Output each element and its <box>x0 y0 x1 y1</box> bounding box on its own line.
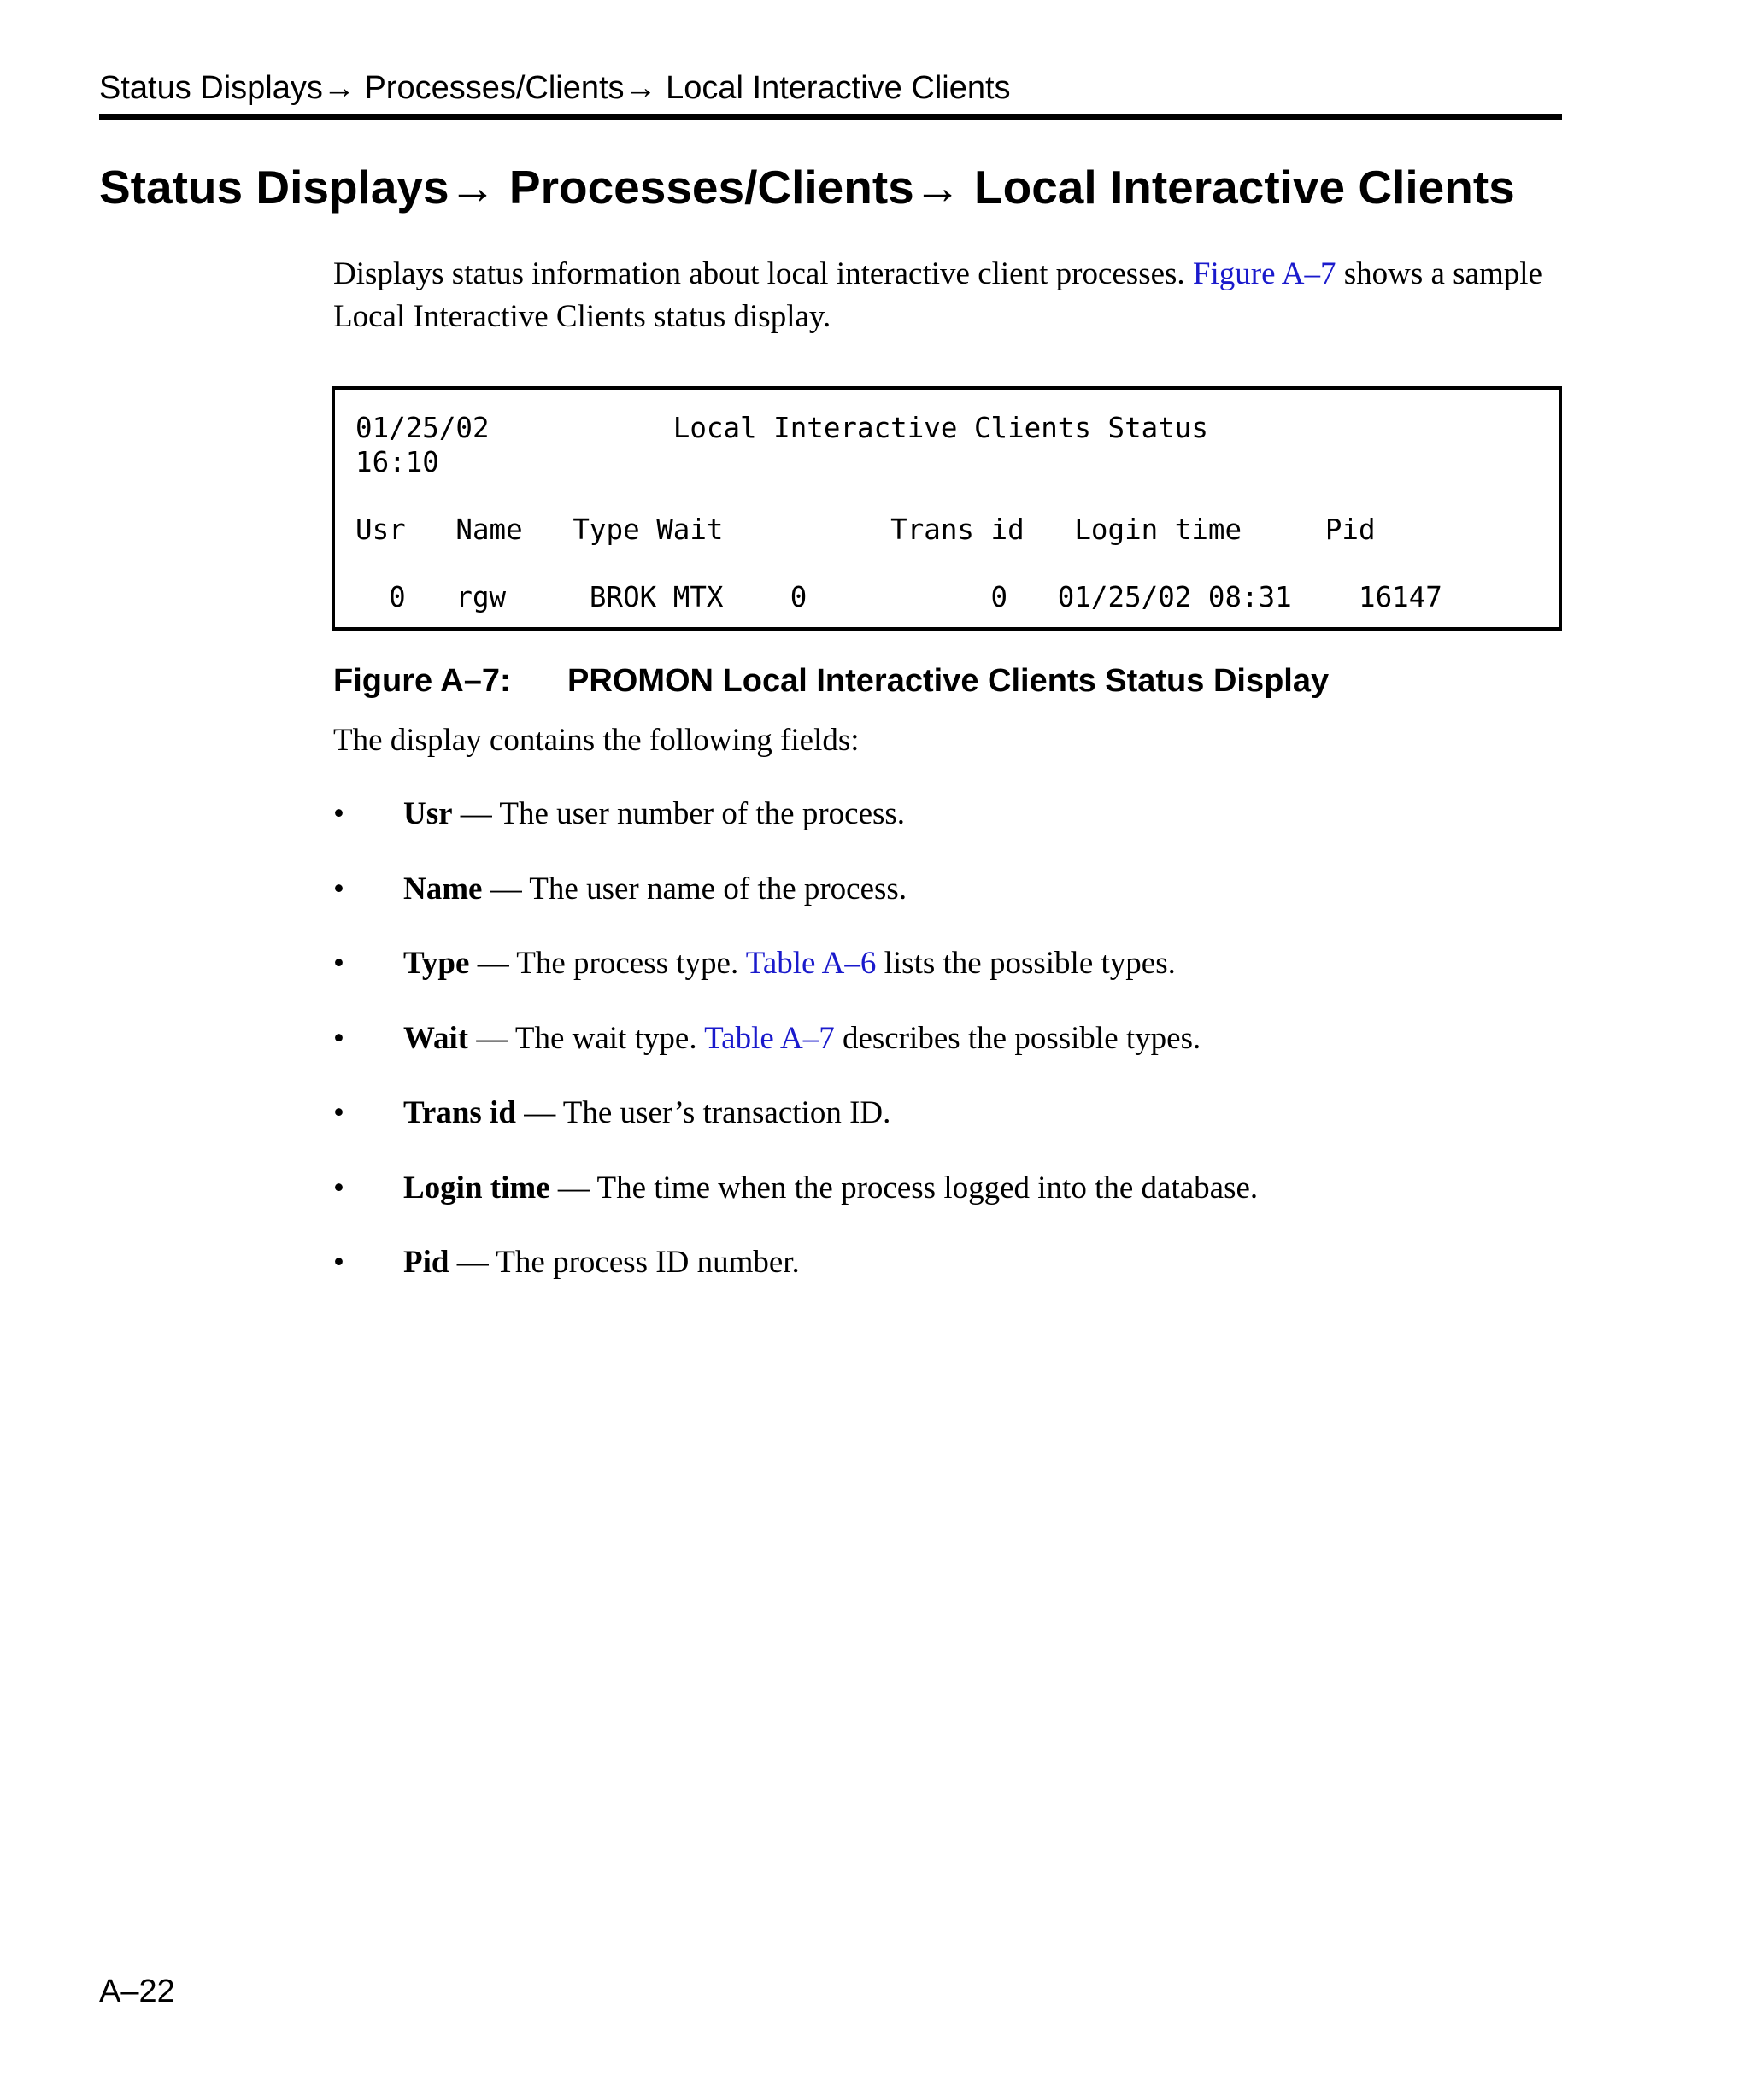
screen-line-time: 16:10 <box>355 445 439 478</box>
screen-line-date-title: 01/25/02 Local Interactive Clients Status <box>355 412 1208 444</box>
field-desc-end: describes the possible types. <box>834 1020 1201 1056</box>
bullet-icon: • <box>333 946 344 981</box>
running-header: Status Displays→ Processes/Clients→ Local Interactive Clients <box>99 67 1562 120</box>
screen-line-headers: Usr Name Type Wait Trans id Login time Pid <box>355 513 1376 546</box>
bullet-icon: • <box>333 1170 344 1205</box>
field-desc: — The time when the process logged into the database. <box>549 1170 1259 1205</box>
figure-label: Figure A–7: <box>333 663 511 699</box>
figure-title: PROMON Local Interactive Clients Status Display <box>567 663 1330 699</box>
figure-a7-link[interactable]: Figure A–7 <box>1192 256 1336 291</box>
status-display <box>355 412 1442 614</box>
table-a6-link[interactable]: Table A–6 <box>745 946 877 981</box>
field-desc: — The process type. <box>469 946 746 981</box>
page-number: A–22 <box>99 1974 175 2009</box>
bullet-icon: • <box>333 871 344 906</box>
bullet-icon: • <box>333 796 344 831</box>
bullet-icon: • <box>333 1245 344 1280</box>
field-term: Pid <box>403 1245 449 1280</box>
bullet-icon: • <box>333 1095 344 1130</box>
intro-text-end: shows a sample Local Interactive Clients status display. <box>333 256 1542 334</box>
field-desc: — The user number of the process. <box>452 796 906 831</box>
field-desc: — The wait type. <box>468 1020 705 1056</box>
fields-lead: The display contains the following fields: <box>333 723 860 758</box>
field-term: Usr <box>403 796 453 831</box>
field-term: Type <box>403 946 470 981</box>
field-desc: — The user name of the process. <box>482 871 907 906</box>
intro-text: Displays status information about local interactive client processes. <box>333 256 1193 291</box>
table-a7-link[interactable]: Table A–7 <box>704 1020 835 1056</box>
field-term: Name <box>403 871 483 906</box>
field-desc: — The process ID number. <box>449 1245 800 1280</box>
field-term: Wait <box>403 1020 469 1056</box>
figure-caption <box>333 660 1329 702</box>
page-title: Status Displays→ Processes/Clients→ Local Interactive Clients <box>99 161 1515 214</box>
intro-paragraph <box>333 253 1572 338</box>
field-term: Login time <box>403 1170 550 1205</box>
field-desc-end: lists the possible types. <box>876 946 1176 981</box>
screen-line-row: 0 rgw BROK MTX 0 0 01/25/02 08:31 16147 <box>355 580 1442 613</box>
field-desc: — The user’s transaction ID. <box>515 1095 891 1130</box>
bullet-icon: • <box>333 1020 344 1056</box>
field-term: Trans id <box>403 1095 516 1130</box>
status-display-box <box>332 386 1562 631</box>
